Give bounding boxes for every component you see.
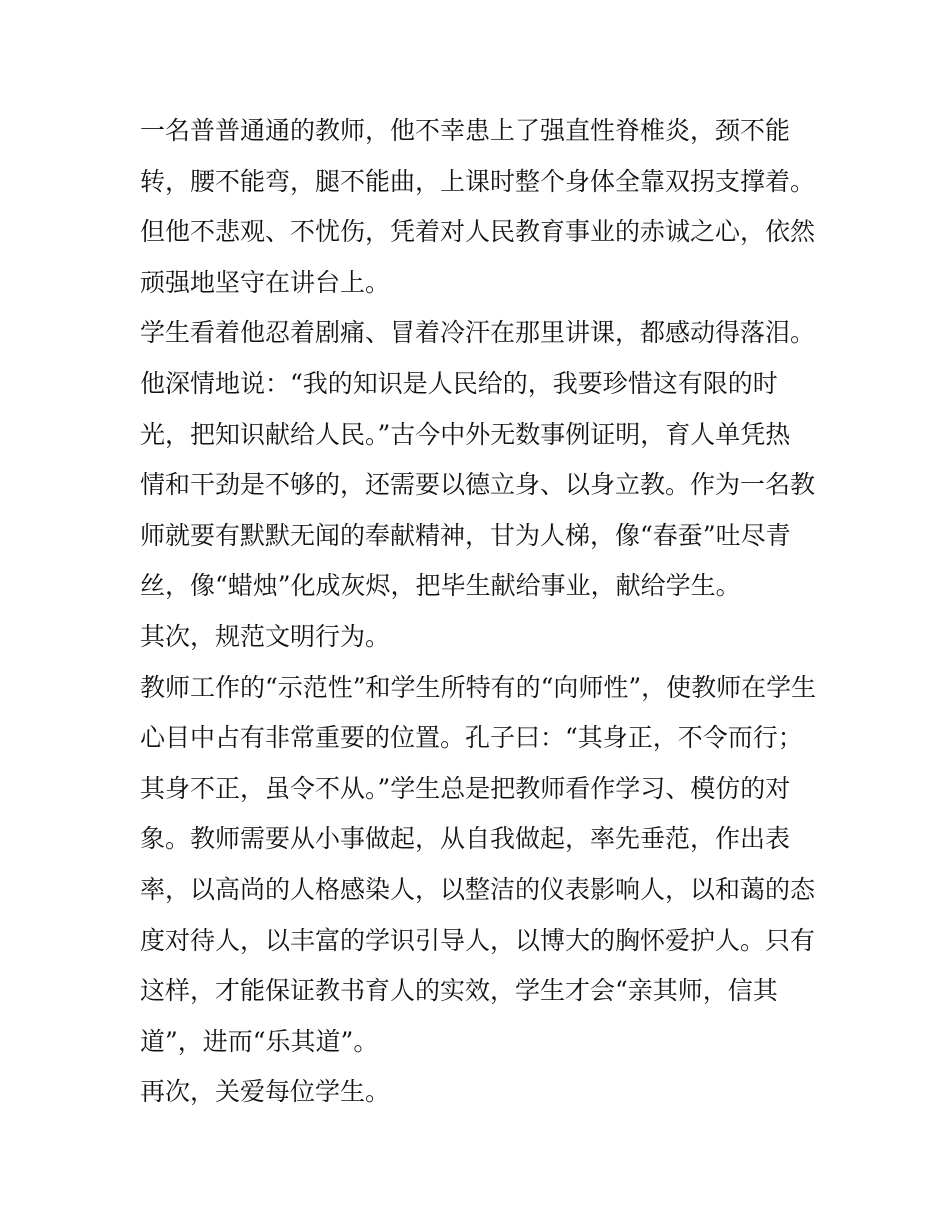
text-line: 一名普普通通的教师，他不幸患上了强直性脊椎炎，颈不能 <box>140 116 791 145</box>
text-line: 度对待人，以丰富的学识引导人，以博大的胸怀爱护人。只有 <box>140 925 816 955</box>
text-line: 转，腰不能弯，腿不能曲，上课时整个身体全靠双拐支撑着。 <box>140 166 816 196</box>
text-line: 道”，进而“乐其道”。 <box>140 1026 379 1056</box>
text-line: 但他不悲观、不忧伤，凭着对人民教育事业的赤诚之心，依然 <box>140 217 816 247</box>
text-line: 光，把知识献给人民。”古今中外无数事例证明，育人单凭热 <box>140 419 791 449</box>
text-line: 率，以高尚的人格感染人，以整洁的仪表影响人，以和蔼的态 <box>140 874 816 904</box>
text-line: 其身不正，虽令不从。”学生总是把教师看作学习、模仿的对 <box>140 773 791 803</box>
paragraph-4 <box>140 663 820 1068</box>
paragraph-5-heading <box>140 1067 820 1118</box>
paragraph-1 <box>140 106 820 308</box>
text-line: 象。教师需要从小事做起，从自我做起，率先垂范，作出表 <box>140 824 791 854</box>
text-line: 其次，规范文明行为。 <box>140 621 391 651</box>
text-line: 教师工作的“示范性”和学生所特有的“向师性”，使教师在学生 <box>140 672 817 702</box>
paragraph-2 <box>140 308 820 612</box>
text-line: 他深情地说：“我的知识是人民给的，我要珍惜这有限的时 <box>140 368 778 398</box>
text-line: 再次，关爱每位学生。 <box>140 1077 391 1107</box>
paragraph-3-heading <box>140 612 820 663</box>
text-line: 学生看着他忍着剧痛、冒着冷汗在那里讲课，都感动得落泪。 <box>140 318 816 348</box>
text-line: 这样，才能保证教书育人的实效，学生才会“亲其师，信其 <box>140 976 778 1006</box>
text-line: 丝，像“蜡烛”化成灰烬，把毕生献给事业，献给学生。 <box>140 571 741 601</box>
text-line: 情和干劲是不够的，还需要以德立身、以身立教。作为一名教 <box>140 470 816 500</box>
document-body <box>140 106 820 1118</box>
text-line: 心目中占有非常重要的位置。孔子曰：“其身正，不令而行； <box>140 723 803 753</box>
text-line: 顽强地坚守在讲台上。 <box>140 267 391 297</box>
text-line: 师就要有默默无闻的奉献精神，甘为人梯，像“春蚕”吐尽青 <box>140 520 791 550</box>
